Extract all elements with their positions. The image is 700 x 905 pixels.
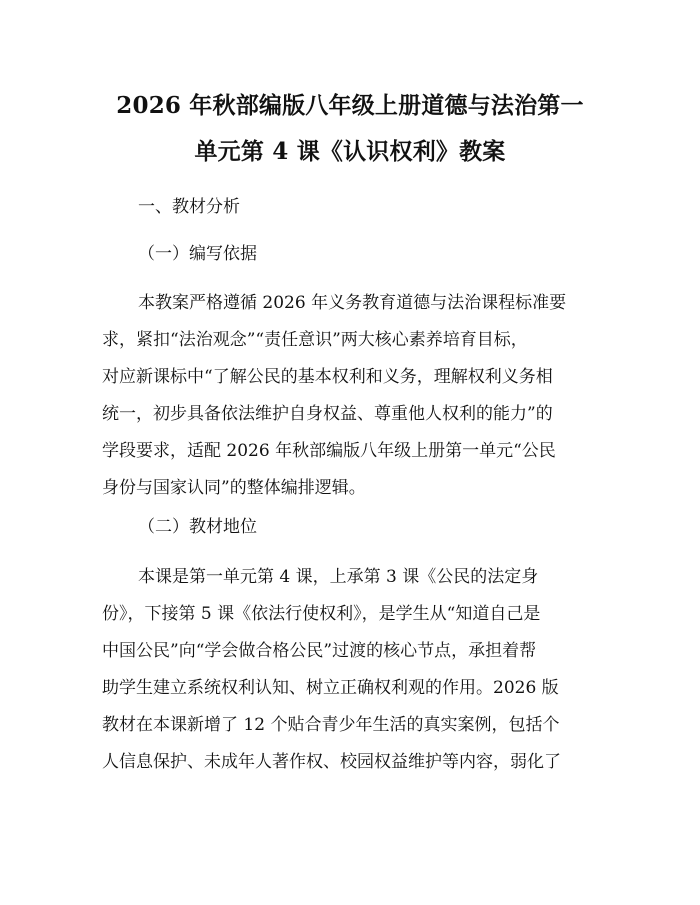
paragraph-2-line: 人信息保护、未成年人著作权、校园权益维护等内容，弱化了 — [102, 752, 561, 772]
paragraph-1-line: 统一，初步具备依法维护自身权益、尊重他人权利的能力”的 — [102, 404, 553, 424]
subsection-heading-basis: （一）编写依据 — [138, 244, 257, 264]
paragraph-2-line: 中国公民”向“学会做合格公民”过渡的核心节点，承担着帮 — [102, 641, 537, 661]
paragraph-1-line: 学段要求，适配 2026 年秋部编版八年级上册第一单元“公民 — [102, 441, 556, 461]
paragraph-2-line: 教材在本课新增了 12 个贴合青少年生活的真实案例，包括个 — [102, 715, 560, 735]
subsection-heading-position: （二）教材地位 — [138, 517, 257, 537]
paragraph-1-line: 对应新课标中“了解公民的基本权利和义务，理解权利义务相 — [102, 367, 553, 387]
paragraph-2-line: 份》，下接第 5 课《依法行使权利》，是学生从“知道自己是 — [102, 604, 541, 624]
document-title-line-2: 单元第 4 课《认识权利》教案 — [194, 138, 506, 165]
paragraph-1-line: 身份与国家认同”的整体编排逻辑。 — [102, 478, 366, 498]
section-heading-teaching-material-analysis: 一、教材分析 — [138, 197, 240, 217]
paragraph-2-line: 助学生建立系统权利认知、树立正确权利观的作用。2026 版 — [102, 678, 559, 698]
paragraph-1-line: 本教案严格遵循 2026 年义务教育道德与法治课程标准要 — [138, 293, 567, 313]
document-title-line-1: 2026 年秋部编版八年级上册道德与法治第一 — [116, 92, 584, 119]
paragraph-2-line: 本课是第一单元第 4 课，上承第 3 课《公民的法定身 — [138, 567, 539, 587]
paragraph-1-line: 求，紧扣“法治观念”“责任意识”两大核心素养培育目标， — [102, 330, 528, 350]
